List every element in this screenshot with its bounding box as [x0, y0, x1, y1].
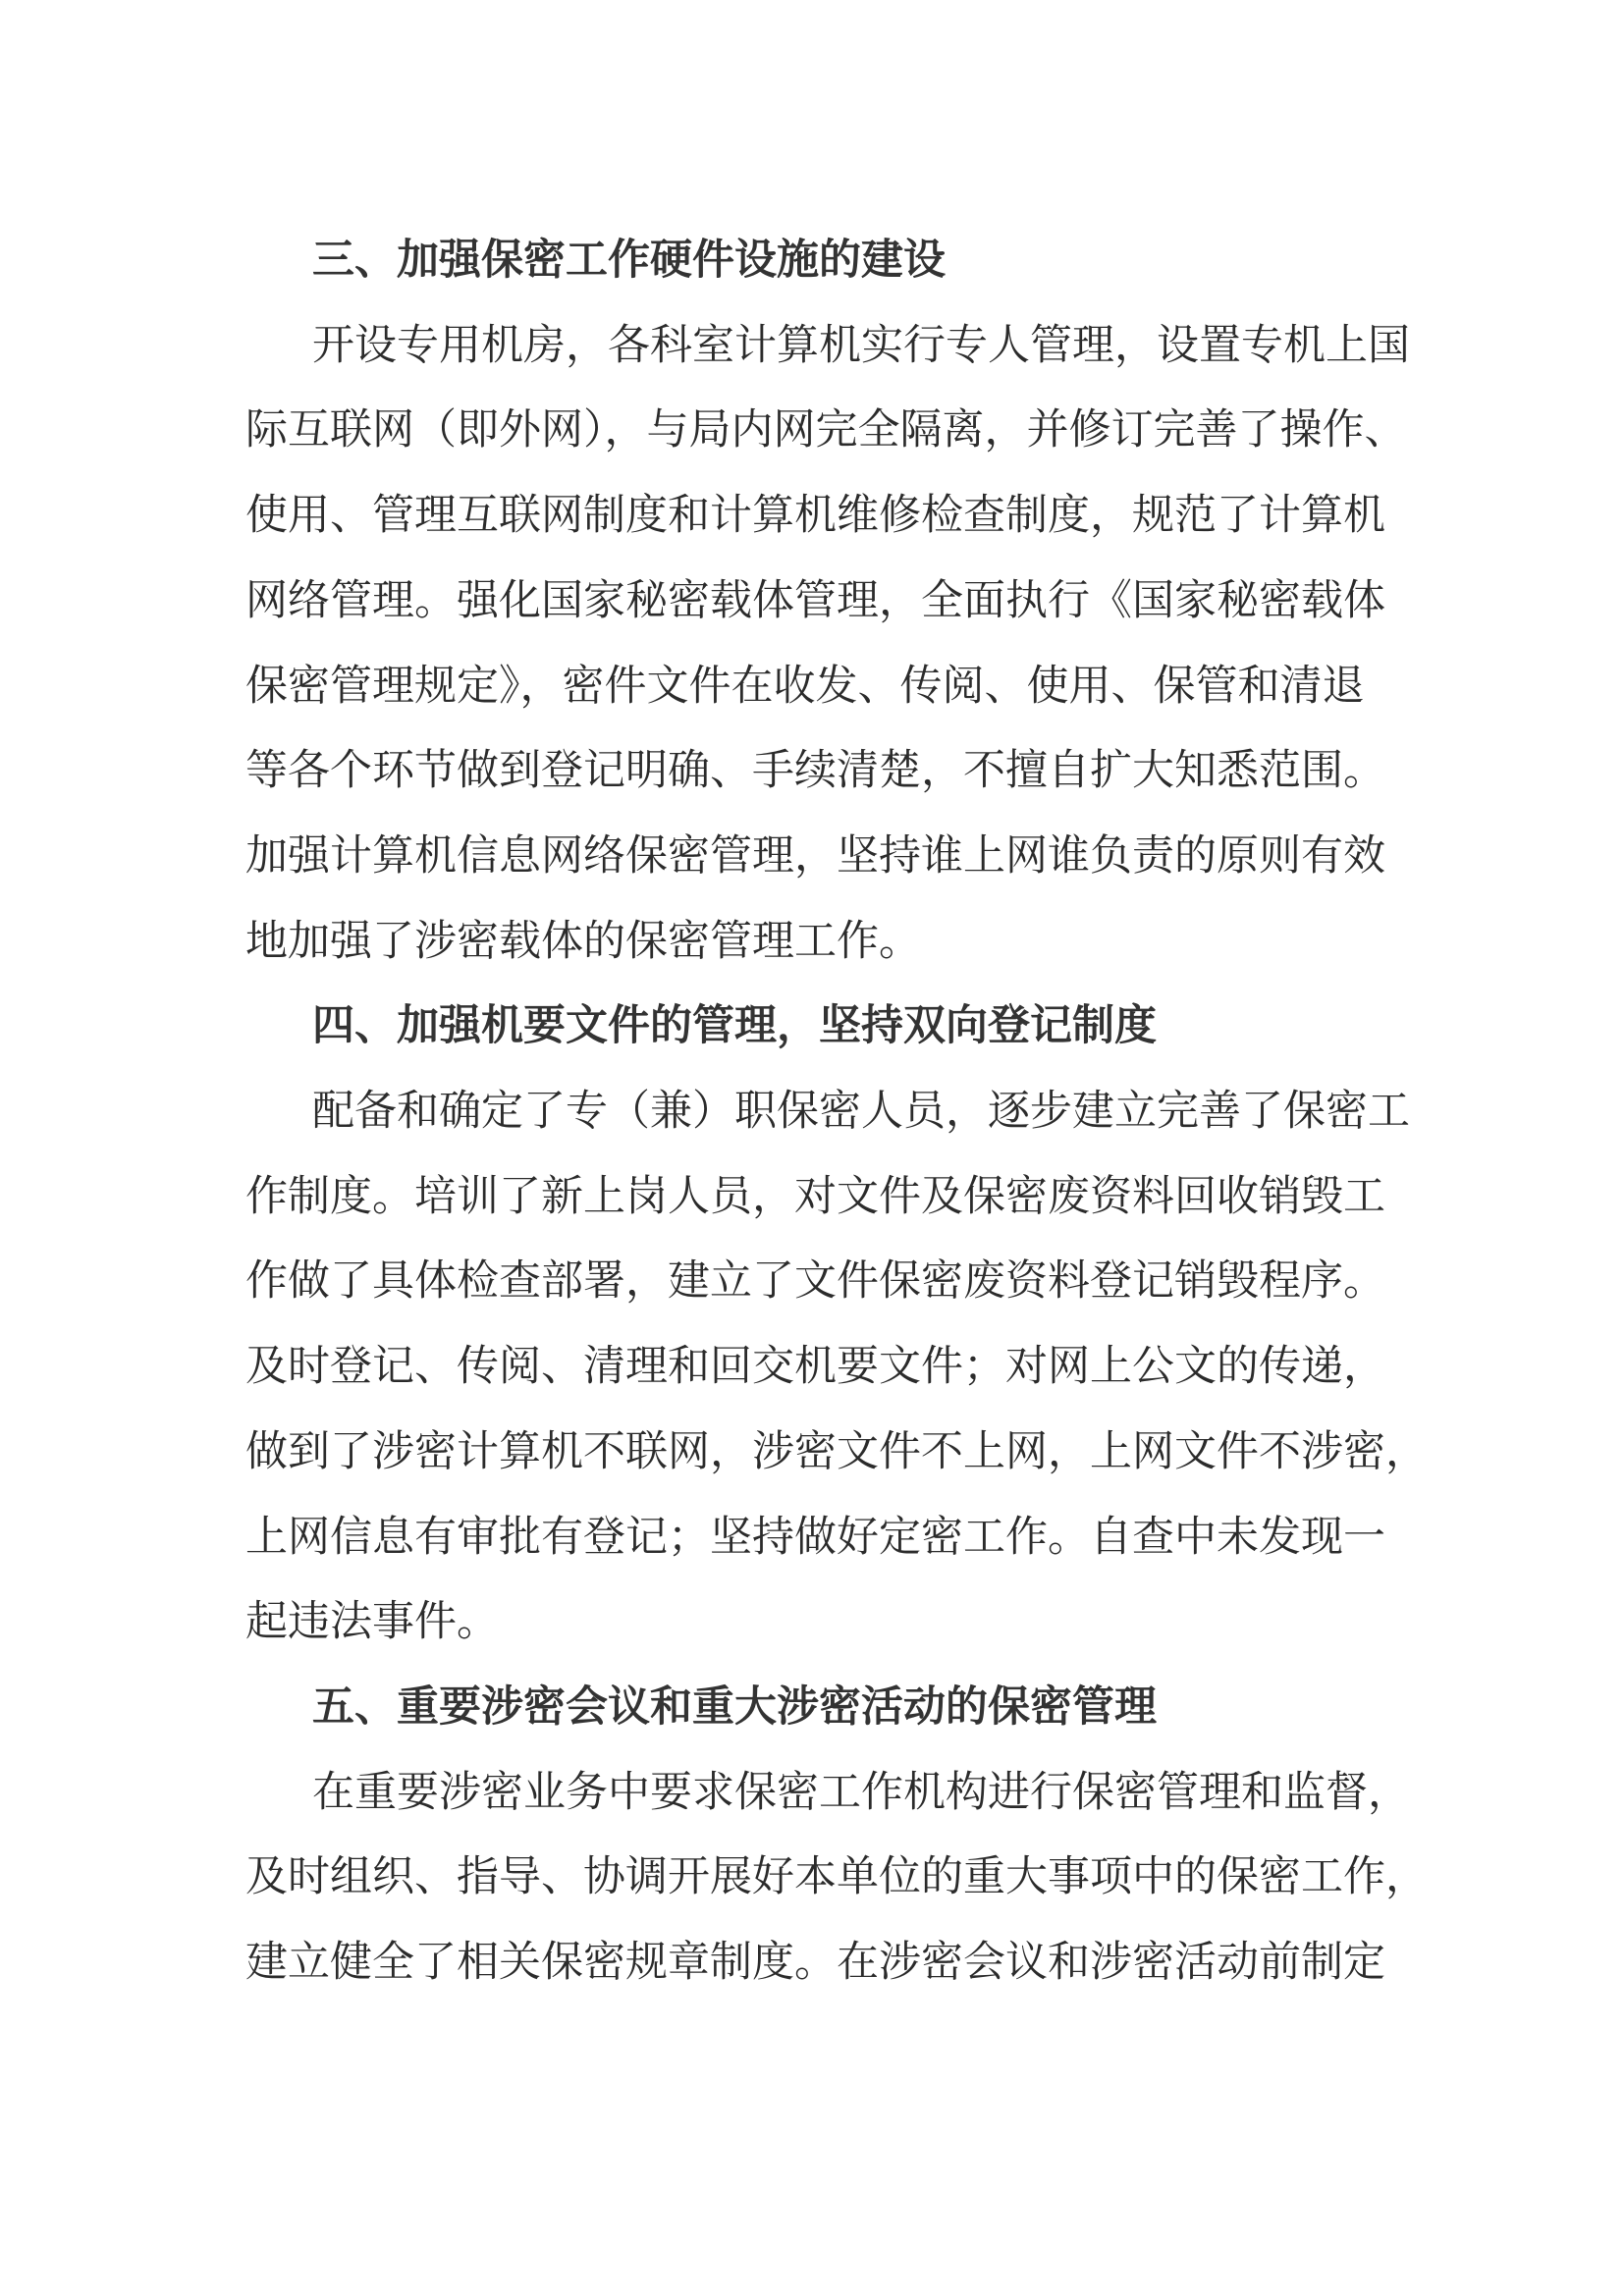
paragraph-line: 地加强了涉密载体的保密管理工作。: [245, 916, 921, 966]
paragraph-line: 在重要涉密业务中要求保密工作机构进行保密管理和监督，: [312, 1767, 1410, 1817]
section-heading-5: 五、重要涉密会议和重大涉密活动的保密管理: [312, 1682, 1157, 1732]
section-heading-3: 三、加强保密工作硬件设施的建设: [312, 236, 946, 285]
paragraph-line: 起违法事件。: [245, 1597, 499, 1647]
paragraph-line: 做到了涉密计算机不联网，涉密文件不上网，上网文件不涉密，: [245, 1426, 1428, 1476]
paragraph-line: 及时登记、传阅、清理和回交机要文件；对网上公文的传递，: [245, 1342, 1385, 1392]
paragraph-line: 网络管理。强化国家秘密载体管理，全面执行《国家秘密载体: [245, 575, 1385, 625]
paragraph-line: 及时组织、指导、协调开展好本单位的重大事项中的保密工作，: [245, 1852, 1428, 1902]
section-paragraph-3: [245, 303, 1410, 985]
paragraph-line: 作制度。培训了新上岗人员，对文件及保密废资料回收销毁工: [245, 1171, 1385, 1221]
paragraph-line: 作做了具体检查部署，建立了文件保密废资料登记销毁程序。: [245, 1256, 1385, 1307]
paragraph-line: 际互联网（即外网），与局内网完全隔离，并修订完善了操作、: [245, 405, 1407, 455]
paragraph-line: 保密管理规定》，密件文件在收发、传阅、使用、保管和清退: [245, 661, 1365, 711]
paragraph-line: 建立健全了相关保密规章制度。在涉密会议和涉密活动前制定: [245, 1938, 1385, 1988]
paragraph-line: 配备和确定了专（兼）职保密人员，逐步建立完善了保密工: [312, 1087, 1410, 1137]
section-heading-4: 四、加强机要文件的管理，坚持双向登记制度: [312, 1001, 1157, 1051]
paragraph-line: 上网信息有审批有登记；坚持做好定密工作。自查中未发现一: [245, 1512, 1385, 1562]
section-paragraph-5: [245, 1750, 1428, 2005]
section-paragraph-4: [245, 1069, 1428, 1665]
paragraph-line: 使用、管理互联网制度和计算机维修检查制度，规范了计算机: [245, 491, 1385, 541]
paragraph-line: 等各个环节做到登记明确、手续清楚，不擅自扩大知悉范围。: [245, 746, 1385, 796]
paragraph-line: 加强计算机信息网络保密管理，坚持谁上网谁负责的原则有效: [245, 830, 1385, 881]
document-body: [245, 218, 1428, 2005]
paragraph-line: 开设专用机房，各科室计算机实行专人管理，设置专机上国: [312, 320, 1410, 370]
